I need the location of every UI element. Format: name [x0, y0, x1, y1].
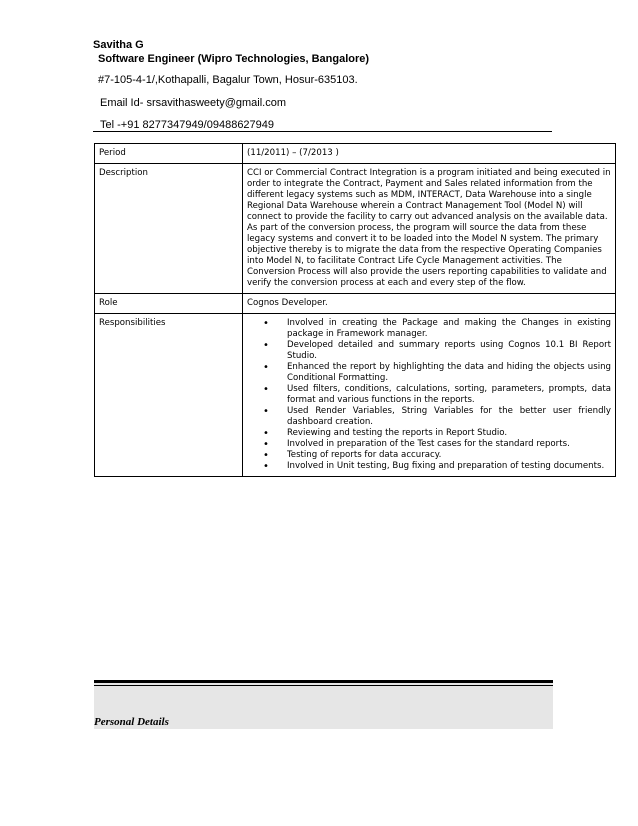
period-value: (11/2011) – (7/2013 ): [243, 144, 616, 164]
list-item: • Involved in preparation of the Test cases for the standard reports.: [287, 439, 611, 450]
list-item: • Reviewing and testing the reports in Report Studio.: [287, 428, 611, 439]
list-item: • Involved in creating the Package and making the Changes in existing package in Framework manager.: [287, 318, 611, 340]
candidate-name: Savitha G: [93, 39, 144, 51]
role-label: Role: [95, 294, 243, 314]
responsibilities-label: Responsibilities: [95, 314, 243, 477]
responsibilities-list: [247, 318, 611, 472]
project-table: [94, 143, 616, 477]
table-row: [95, 314, 616, 477]
list-item: • Enhanced the report by highlighting the data and hiding the objects using Conditional Formatting.: [287, 362, 611, 384]
email: Email Id- srsavithasweety@gmail.com: [100, 97, 286, 109]
section-rule-thick: [94, 680, 553, 683]
header-divider: [93, 131, 552, 132]
description-label: Description: [95, 164, 243, 294]
section-rule-thin: [94, 685, 553, 686]
list-item: • Used filters, conditions, calculations, sorting, parameters, prompts, data format and various functions in the reports.: [287, 384, 611, 406]
table-row: [95, 164, 616, 294]
list-item: • Developed detailed and summary reports using Cognos 10.1 BI Report Studio.: [287, 340, 611, 362]
responsibilities-cell: [243, 314, 616, 477]
table-row: [95, 294, 616, 314]
telephone: Tel -+91 8277347949/09488627949: [100, 119, 275, 131]
list-item: • Testing of reports for data accuracy.: [287, 450, 611, 461]
role-value: Cognos Developer.: [243, 294, 616, 314]
period-label: Period: [95, 144, 243, 164]
job-title: Software Engineer (Wipro Technologies, Bangalore): [98, 53, 370, 65]
list-item: • Involved in Unit testing, Bug fixing and preparation of testing documents.: [287, 461, 611, 472]
address: #7-105-4-1/,Kothapalli, Bagalur Town, Hosur-635103.: [98, 74, 358, 86]
table-row: [95, 144, 616, 164]
section-heading-personal-details: Personal Details: [94, 716, 169, 728]
description-value: CCI or Commercial Contract Integration is a program initiated and being executed in order to integrate the Contract, Payment and Sales related information from the different legacy systems such as MDM, INTERACT, Data Warehouse into a single Regional Data Warehouse wherein a Contract Management Tool (Model N) will connect to provide the facility to carry out advanced analysis on the available data. As part of the conversion process, the program will source the data from these legacy systems and convert it to be loaded into the Model N system. The primary objective thereby is to migrate the data from the respective Operating Companies into Model N, to facilitate Contract Life Cycle Management activities. The Conversion Process will also provide the users reporting capabilities to validate and verify the conversion process at each and every step of the flow.: [243, 164, 616, 294]
list-item: • Used Render Variables, String Variables for the better user friendly dashboard creation.: [287, 406, 611, 428]
